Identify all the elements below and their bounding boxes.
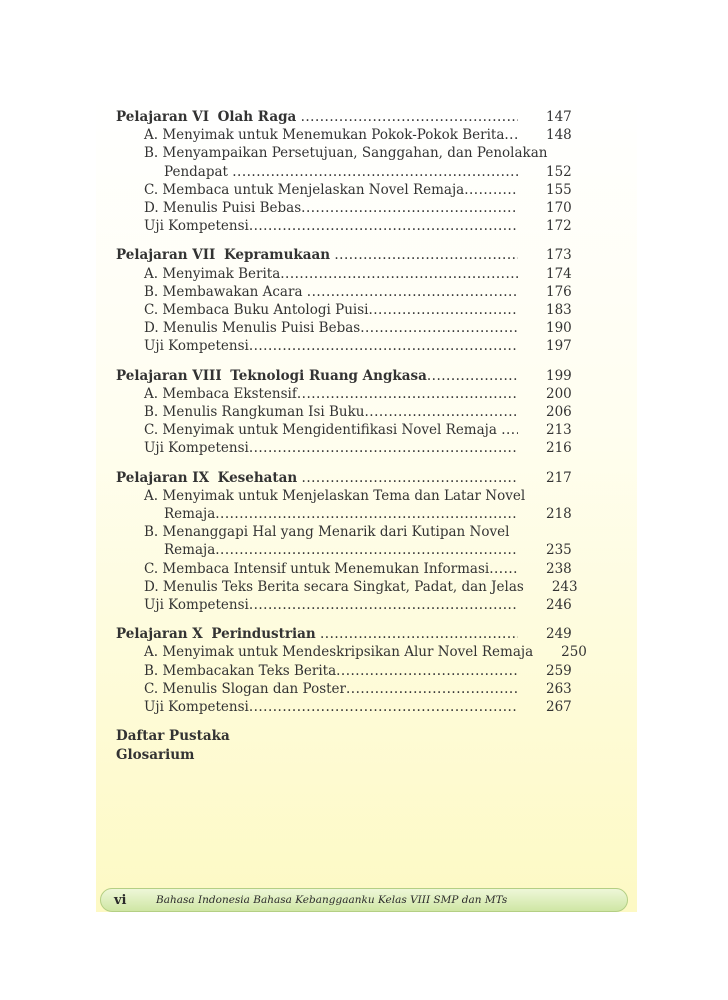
page-number: 174 (546, 265, 572, 282)
toc-entry[interactable] (116, 596, 598, 614)
toc-section-ix (116, 469, 598, 615)
entry-text: Uji Kompetensi (144, 597, 249, 614)
leader-dots (249, 596, 518, 614)
leader-dots (249, 337, 518, 355)
toc-entry-continuation[interactable] (116, 541, 598, 559)
leader-dots (336, 662, 518, 680)
leader-dots (249, 439, 518, 457)
toc-entry-first-line[interactable]: B. Menyampaikan Persetujuan, Sanggahan, dan Penolakan (144, 145, 548, 162)
toc-entry[interactable] (116, 680, 598, 698)
page-number: 147 (546, 109, 572, 125)
toc-entry[interactable] (116, 643, 598, 661)
leader-dots (346, 680, 518, 698)
page-number: 173 (546, 247, 572, 264)
toc-section-vii (116, 246, 598, 355)
page-number: 155 (546, 181, 572, 198)
toc-chapter-heading[interactable] (116, 469, 598, 487)
entry-text: C. Menulis Slogan dan Poster (144, 680, 346, 697)
toc-chapter-heading[interactable] (116, 625, 598, 643)
chapter-label: Pelajaran VIII (116, 367, 222, 384)
toc-entry[interactable] (116, 560, 598, 578)
chapter-label: Pelajaran VI (116, 109, 210, 125)
footer-page-number: vi (114, 893, 127, 908)
page-number: 235 (546, 542, 572, 559)
leader-dots (504, 126, 518, 144)
leader-dots (360, 319, 518, 337)
leader-dots (249, 217, 518, 235)
toc-back-matter-glossary[interactable]: Glosarium (116, 747, 195, 764)
page-footer (100, 888, 628, 912)
toc-entry[interactable] (116, 181, 598, 199)
leader-dots (489, 560, 518, 578)
entry-text: D. Menulis Menulis Puisi Bebas (144, 320, 361, 337)
toc-section-viii (116, 367, 598, 458)
toc-entry[interactable] (116, 421, 598, 439)
leader-dots (368, 301, 518, 319)
leader-dots (320, 625, 518, 643)
entry-text: B. Membawakan Acara (144, 283, 303, 300)
entry-text: Uji Kompetensi (144, 440, 249, 457)
leader-dots (232, 163, 518, 181)
page-number: 246 (546, 597, 572, 614)
leader-dots (501, 421, 518, 439)
entry-text: C. Membaca untuk Menjelaskan Novel Remaja (144, 181, 465, 198)
table-of-contents (116, 108, 598, 765)
leader-dots (302, 469, 518, 487)
page-number: 148 (546, 127, 572, 144)
page-number: 176 (546, 283, 572, 300)
entry-text: C. Membaca Intensif untuk Menemukan Informasi (144, 560, 490, 577)
page-number: 197 (546, 338, 572, 355)
page-number: 152 (546, 163, 572, 180)
entry-text: A. Menyimak untuk Menemukan Pokok-Pokok Berita (144, 127, 505, 144)
entry-text: B. Menulis Rangkuman Isi Buku (144, 404, 365, 421)
page-number: 183 (546, 302, 572, 319)
leader-dots (334, 246, 518, 264)
page-number: 213 (546, 422, 572, 439)
toc-chapter-heading[interactable] (116, 246, 598, 264)
toc-entry[interactable] (116, 385, 598, 403)
leader-dots (249, 698, 518, 716)
entry-text: Remaja (164, 506, 216, 523)
page-number: 190 (546, 320, 572, 337)
footer-book-title: Bahasa Indonesia Bahasa Kebanggaanku Kelas VIII SMP dan MTs (156, 894, 508, 906)
page-number: 259 (546, 662, 572, 679)
page-number: 199 (546, 367, 572, 384)
leader-dots (297, 385, 518, 403)
toc-entry[interactable] (116, 283, 598, 301)
chapter-title: Perindustrian (211, 626, 316, 643)
entry-text: Uji Kompetensi (144, 218, 249, 235)
leader-dots (301, 108, 518, 126)
toc-entry[interactable] (116, 217, 598, 235)
entry-text: C. Menyimak untuk Mengidentifikasi Novel Remaja (144, 422, 497, 439)
toc-entry-continuation[interactable] (116, 163, 598, 181)
chapter-label: Pelajaran X (116, 626, 203, 643)
toc-entry[interactable] (116, 403, 598, 421)
toc-entry[interactable] (116, 319, 598, 337)
chapter-label: Pelajaran IX (116, 469, 210, 486)
entry-text: Uji Kompetensi (144, 699, 249, 716)
leader-dots (464, 181, 518, 199)
toc-entry[interactable] (116, 126, 598, 144)
entry-text: D. Menulis Teks Berita secara Singkat, Padat, dan Jelas (144, 578, 524, 595)
chapter-title: Kepramukaan (223, 247, 331, 264)
page-number: 172 (546, 218, 572, 235)
entry-text: A. Membaca Ekstensif (144, 385, 297, 402)
entry-text: Pendapat (164, 163, 228, 180)
page-number: 243 (551, 578, 578, 595)
entry-text: A. Menyimak untuk Mendeskripsikan Alur Novel Remaja (144, 644, 534, 661)
back-matter (116, 727, 598, 765)
page-number: 218 (546, 506, 572, 523)
toc-entry-continuation[interactable] (116, 505, 598, 523)
toc-entry[interactable] (116, 265, 598, 283)
toc-entry-first-line[interactable]: B. Menanggapi Hal yang Menarik dari Kutipan Novel (144, 524, 510, 541)
toc-entry[interactable] (116, 439, 598, 457)
page-number: 263 (546, 680, 572, 697)
page-number: 238 (546, 560, 572, 577)
page-number: 217 (546, 469, 572, 486)
entry-text: Uji Kompetensi (144, 338, 249, 355)
page-number: 249 (546, 626, 572, 643)
toc-entry-first-line[interactable]: A. Menyimak untuk Menjelaskan Tema dan Latar Novel (144, 487, 526, 504)
page-number: 170 (546, 200, 572, 217)
toc-section-x (116, 625, 598, 716)
chapter-title: Kesehatan (217, 469, 298, 486)
toc-chapter-heading[interactable] (116, 108, 598, 126)
toc-back-matter-bibliography[interactable]: Daftar Pustaka (116, 728, 230, 745)
leader-dots (427, 367, 518, 385)
leader-dots (215, 505, 518, 523)
toc-entry[interactable] (116, 698, 598, 716)
toc-chapter-heading[interactable] (116, 367, 598, 385)
page-number: 200 (546, 385, 572, 402)
toc-entry[interactable] (116, 578, 598, 596)
toc-entry[interactable] (116, 301, 598, 319)
leader-dots (365, 403, 519, 421)
chapter-title: Teknologi Ruang Angkasa (230, 367, 427, 384)
entry-text: D. Menulis Puisi Bebas (144, 200, 302, 217)
page-number: 250 (561, 644, 587, 661)
leader-dots (215, 541, 518, 559)
toc-entry[interactable] (116, 662, 598, 680)
leader-dots (280, 265, 518, 283)
page-number: 216 (546, 440, 572, 457)
page-number: 267 (546, 699, 572, 716)
entry-text: B. Membacakan Teks Berita (144, 662, 337, 679)
entry-text: C. Membaca Buku Antologi Puisi (144, 302, 369, 319)
page-number: 206 (546, 404, 572, 421)
entry-text: A. Menyimak Berita (144, 265, 281, 282)
toc-entry[interactable] (116, 337, 598, 355)
chapter-label: Pelajaran VII (116, 247, 216, 264)
leader-dots (307, 283, 518, 301)
toc-section-vi (116, 108, 598, 235)
leader-dots (301, 199, 518, 217)
entry-text: Remaja (164, 542, 216, 559)
chapter-title: Olah Raga (217, 109, 297, 125)
toc-entry[interactable] (116, 199, 598, 217)
